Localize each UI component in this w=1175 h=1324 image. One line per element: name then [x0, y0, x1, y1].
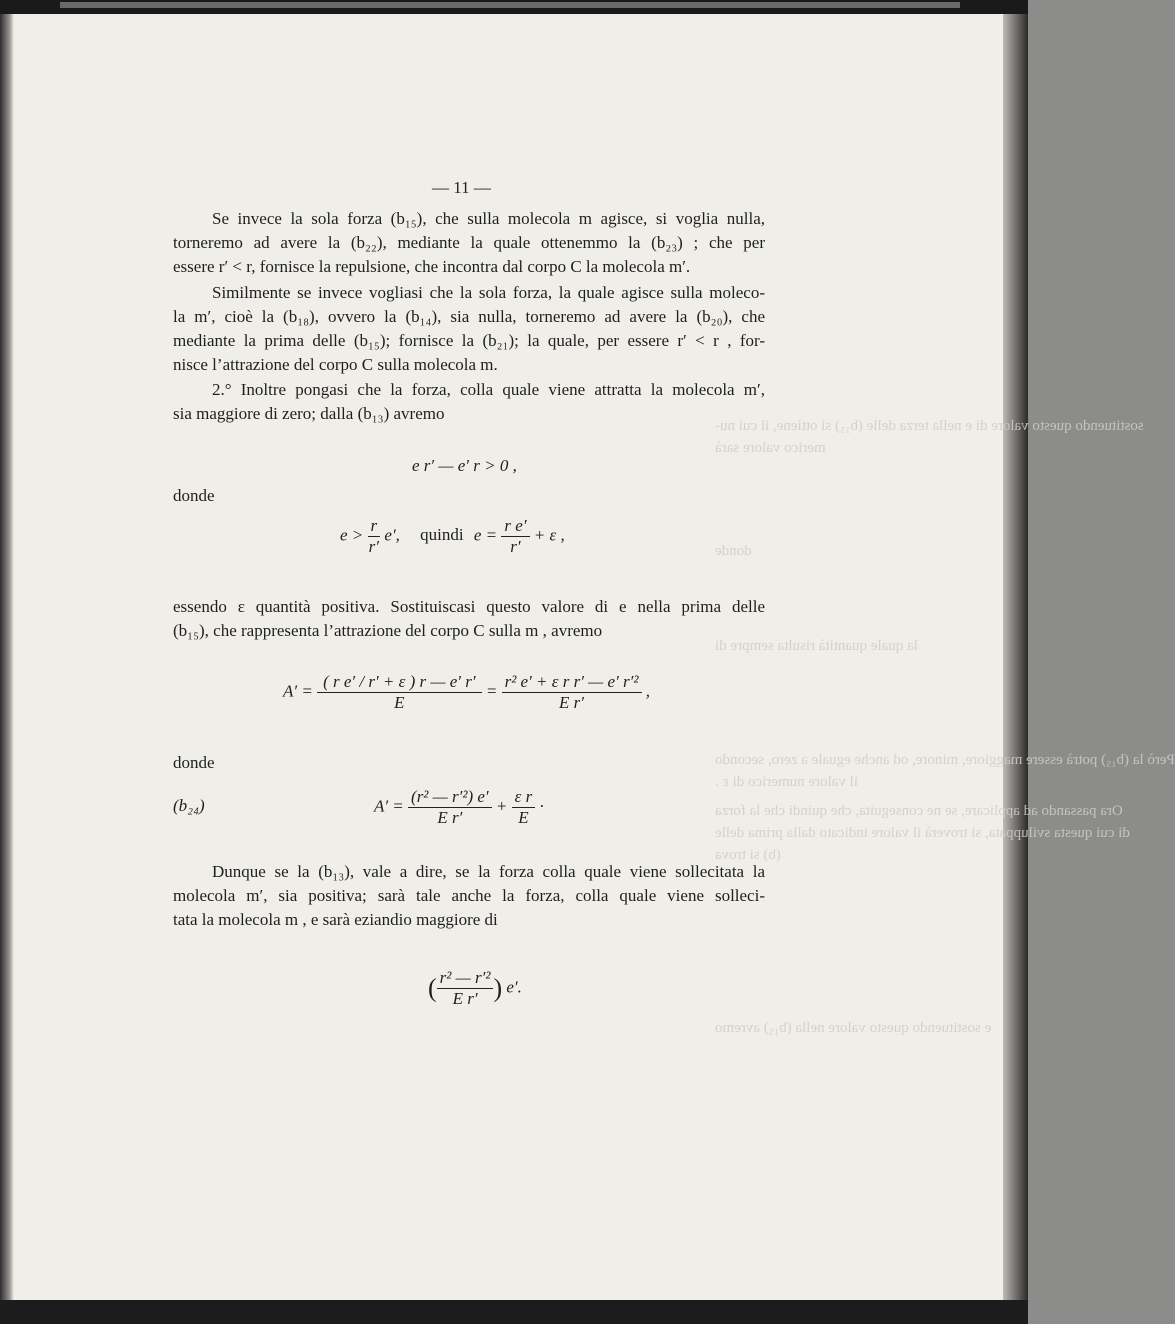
fraction — [502, 672, 642, 713]
fraction-denominator: r′ — [368, 537, 380, 556]
bleed-through-text: il valore numerico di ε . — [715, 774, 858, 790]
fraction-numerator: r e′ — [501, 516, 529, 537]
fraction-numerator: r² — r′² — [437, 968, 494, 989]
eq-part: A′ = — [373, 796, 404, 816]
scan-top-border — [0, 0, 1028, 14]
donde-label: donde — [173, 753, 215, 772]
text-line: essere r′ < r, fornisce la repulsione, che incontra dal corpo C la molecola m′. — [173, 257, 691, 276]
equation-e-bound — [340, 516, 565, 557]
fraction-denominator: E r′ — [452, 989, 478, 1008]
eq-part: + ε , — [533, 525, 565, 545]
text-line: mediante la prima delle (b₁₅); fornisce la (b₂₁); la quale, per essere r′ < r , for- — [173, 331, 765, 350]
text-line: essendo ε quantità positiva. Sostituiscasi questo valore di e nella prima delle — [173, 597, 765, 616]
fraction — [317, 672, 482, 713]
paren-open: ( — [428, 973, 437, 1003]
fraction — [501, 516, 529, 557]
fraction-numerator: ( r e′ / r′ + ε ) r — e′ r′ — [317, 672, 482, 693]
text-line: Dunque se la (b₁₃), vale a dire, se la forza colla quale viene sollecitata la — [212, 862, 765, 881]
page-left-shadow — [0, 14, 14, 1300]
equation-final-bound — [428, 968, 522, 1009]
text-line: torneremo ad avere la (b₂₂), mediante la quale ottenemmo la (b₂₃) ; che per — [173, 233, 765, 252]
text-line: (b₁₅), che rappresenta l’attrazione del corpo C sulla m , avremo — [173, 621, 603, 640]
fraction-denominator: E r′ — [437, 808, 463, 827]
fraction — [368, 516, 381, 557]
fraction — [437, 968, 494, 1009]
bleed-through-text: donde — [715, 543, 752, 559]
fraction-numerator: r² e′ + ε r r′ — e′ r′² — [502, 672, 642, 693]
bleed-through-text: merico valore sarà — [715, 440, 826, 456]
bleed-through-text: (b) si trova — [715, 847, 781, 863]
bleed-through-text: sostituendo questo valore di e nella terza delle (b₁₅) si ottiene, il cui nu- — [715, 418, 1144, 434]
paren-close: ) — [493, 973, 503, 1003]
fraction-denominator: r′ — [510, 537, 521, 556]
bleed-through-text: Ora passando ad applicare, se ne conseguita, che quindi che la forza — [715, 803, 1123, 819]
eq-part: + — [495, 796, 508, 816]
fraction — [512, 787, 536, 828]
text-line: tata la molecola m , e sarà eziandio maggiore di — [173, 910, 498, 929]
bleed-through-text: e sostituendo questo valore nella (b₁₅) avremo — [715, 1020, 992, 1036]
fraction-denominator: E r′ — [559, 693, 585, 712]
donde-label: donde — [173, 486, 215, 505]
fraction-denominator: E — [518, 808, 529, 827]
equation-inequality: e r′ — e′ r > 0 , — [412, 456, 517, 475]
bleed-through-text: Però la (b₁₅) potrà essere maggiore, minore, od anche eguale a zero, secondo — [715, 752, 1175, 768]
text-line: 2.° Inoltre pongasi che la forza, colla quale viene attratta la molecola m′, — [212, 380, 765, 399]
fraction-denominator: E — [394, 693, 405, 712]
text-line: nisce l’attrazione del corpo C sulla molecola m. — [173, 355, 498, 374]
text-line: molecola m′, sia positiva; sarà tale anche la forza, colla quale viene solleci- — [173, 886, 765, 905]
eq-part: · — [539, 796, 544, 816]
text-line: Se invece la sola forza (b₁₅), che sulla molecola m agisce, si voglia nulla, — [212, 209, 765, 228]
eq-part: e′. — [506, 977, 522, 997]
equation-b24 — [173, 787, 593, 828]
fraction — [408, 787, 492, 828]
eq-part: = — [485, 681, 498, 701]
equation-label: (b₂₄) — [173, 796, 205, 816]
equation-A-prime — [283, 672, 650, 713]
eq-part: e′, — [384, 525, 400, 545]
fraction-numerator: r — [368, 516, 381, 537]
text-line: sia maggiore di zero; dalla (b₁₃) avremo — [173, 404, 445, 423]
fraction-numerator: (r² — r′²) e′ — [408, 787, 492, 808]
eq-text: quindi — [420, 525, 464, 545]
eq-part: A′ = — [283, 681, 313, 701]
bleed-through-text: la quale quantità risulta sempre di — [715, 638, 918, 654]
eq-part: , — [645, 681, 650, 701]
bleed-through-text: di cui questa sviluppata, si troverà il valore indicato dalla prima delle — [715, 825, 1130, 841]
page-number: — 11 — — [432, 178, 491, 197]
text-line: la m′, cioè la (b₁₈), ovvero la (b₁₄), sia nulla, torneremo ad avere la (b₂₀), che — [173, 307, 765, 326]
eq-part: e > — [340, 525, 364, 545]
text-line: Similmente se invece vogliasi che la sola forza, la quale agisce sulla moleco- — [212, 283, 765, 302]
eq-part: e = — [473, 525, 498, 545]
fraction-numerator: ε r — [512, 787, 536, 808]
page-right-edge — [1003, 14, 1028, 1300]
scan-top-edge — [60, 2, 960, 8]
scan-bottom-border — [0, 1300, 1028, 1324]
